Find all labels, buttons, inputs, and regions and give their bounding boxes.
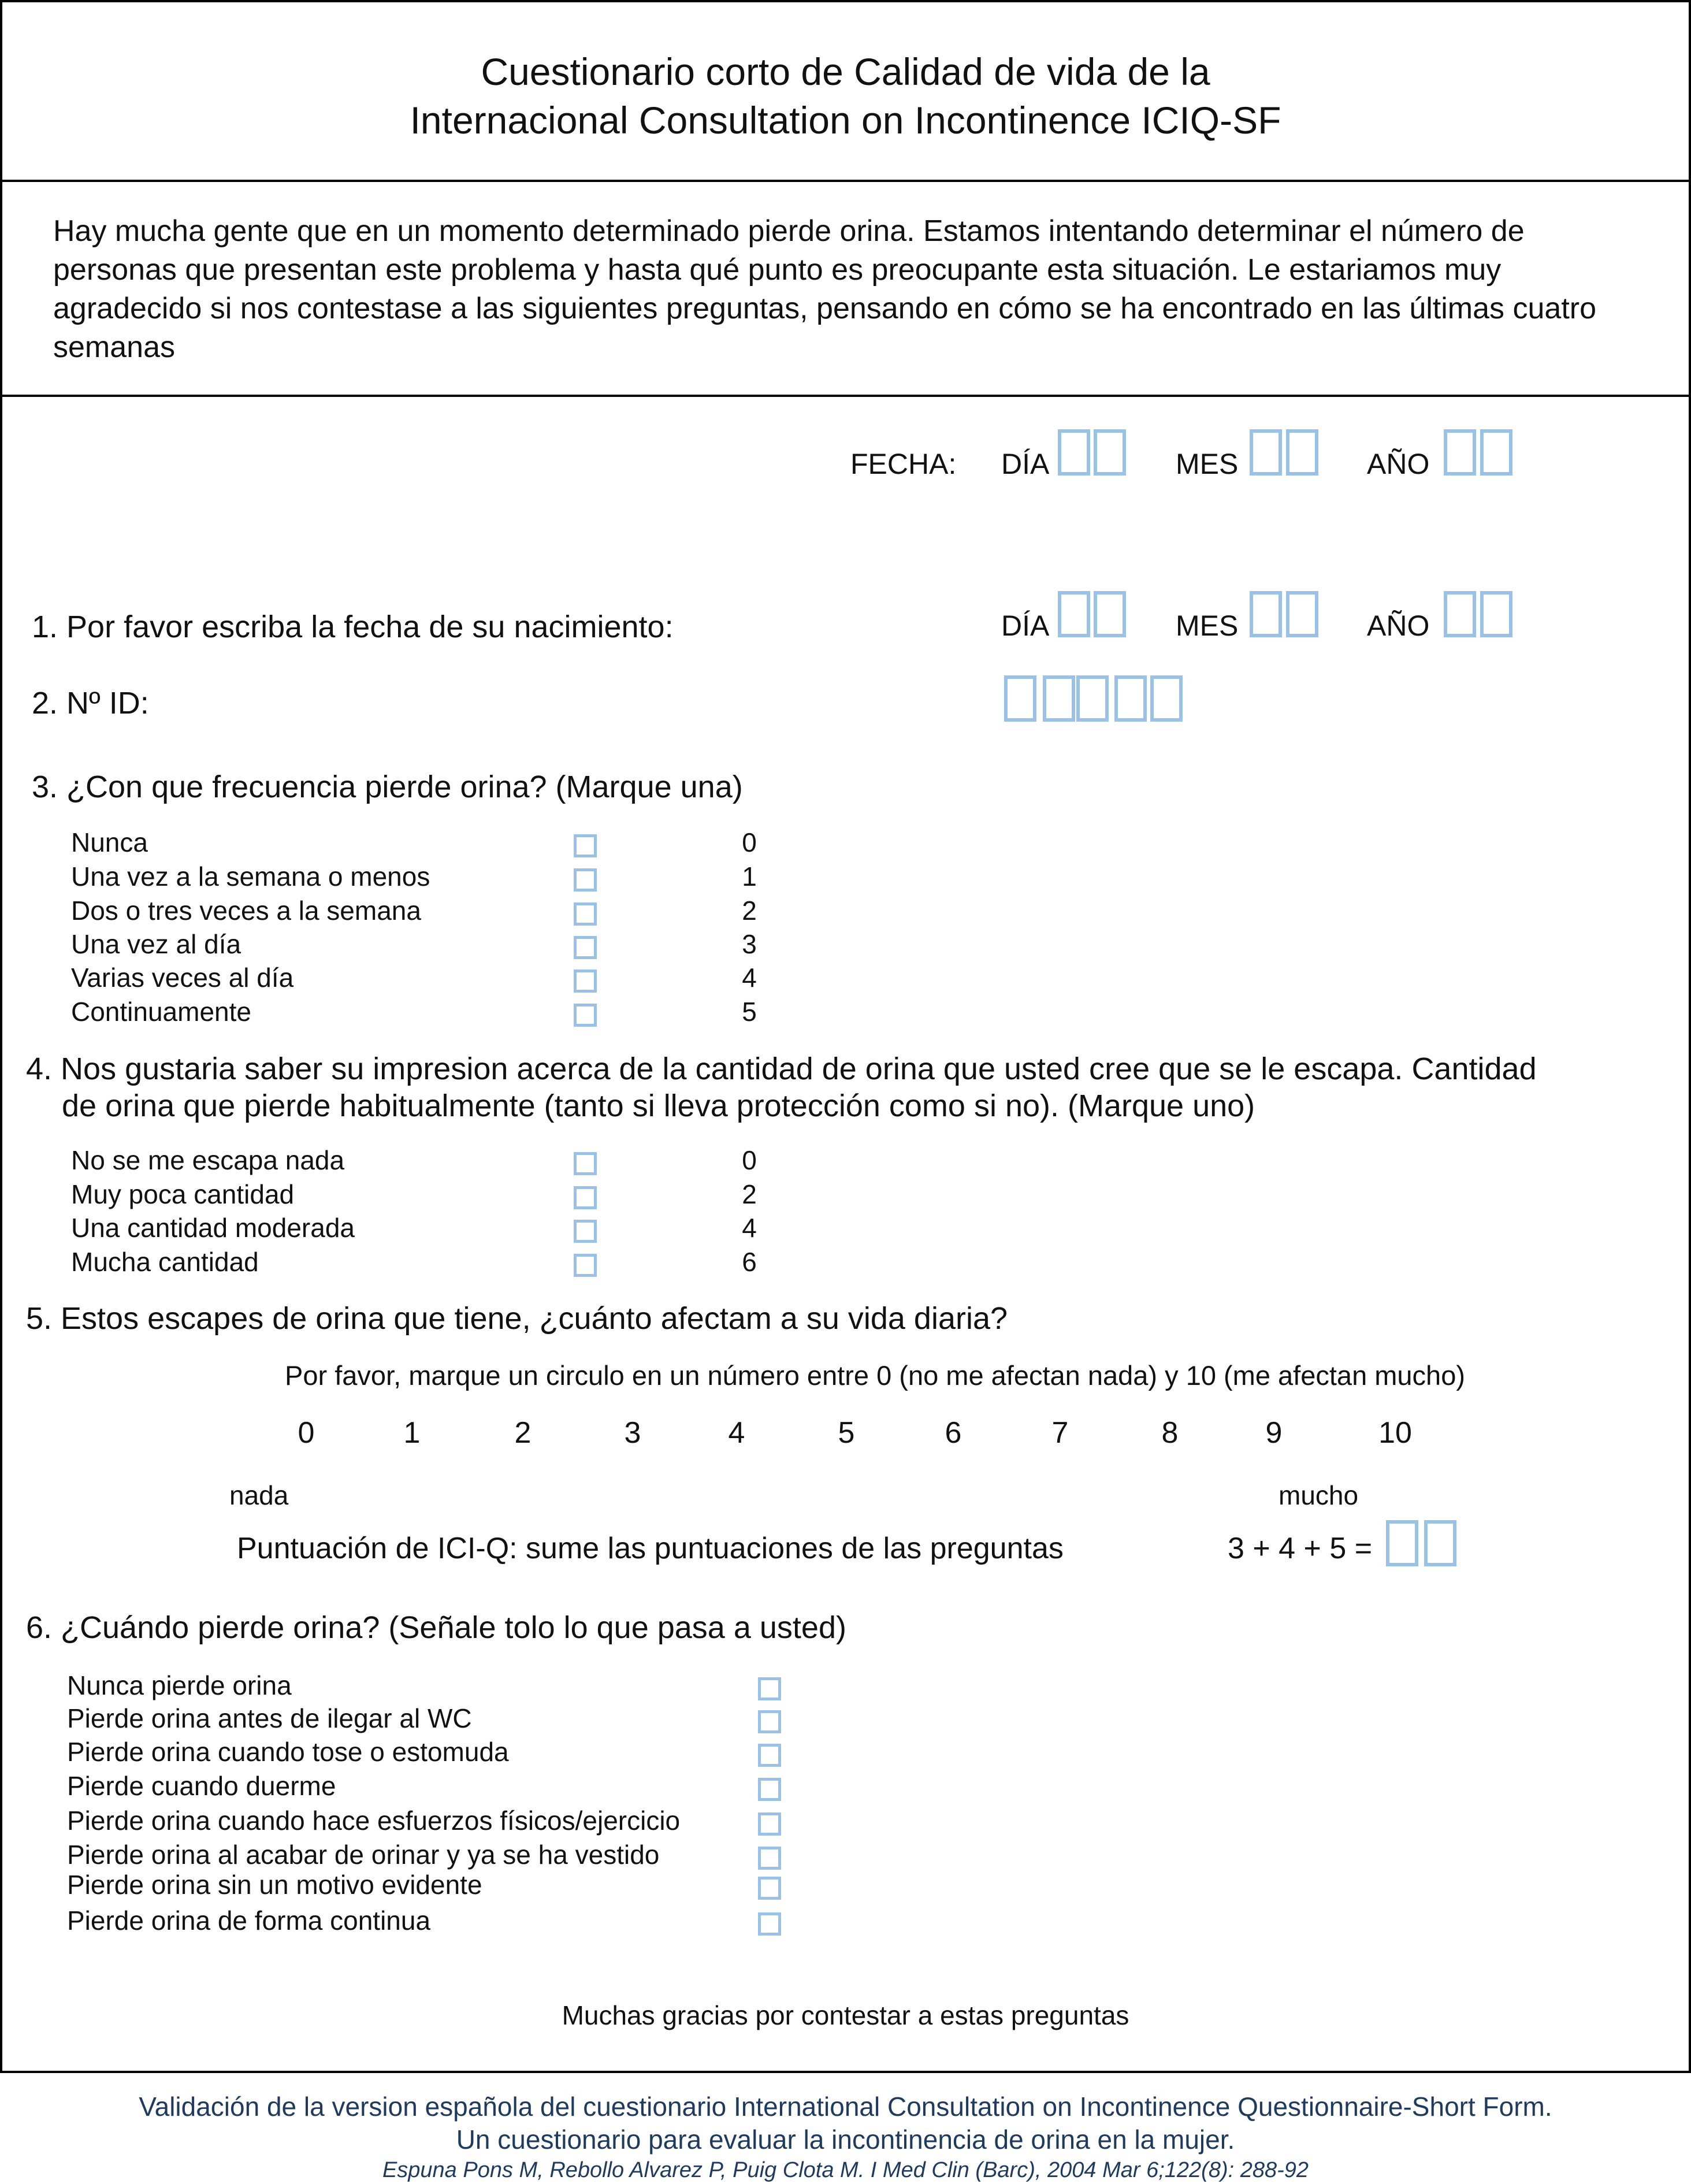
- id-box-4[interactable]: [1114, 675, 1147, 722]
- scale-number[interactable]: 8: [1161, 1416, 1179, 1450]
- id-box-1[interactable]: [1004, 675, 1036, 722]
- closing-text: Muchas gracias por contestar a estas preguntas: [562, 2000, 1129, 2030]
- situation-option-checkbox[interactable]: [758, 1710, 781, 1733]
- score-label: Puntuación de ICI-Q: sume las puntuaciones de las preguntas: [237, 1532, 1064, 1565]
- fecha-year-box-2[interactable]: [1480, 429, 1512, 476]
- footer-purpose-line: Un cuestionario para evaluar la incontinencia de orina en la mujer.: [456, 2124, 1235, 2155]
- id-box-3[interactable]: [1076, 675, 1109, 722]
- amount-option-score: 0: [742, 1145, 757, 1175]
- id-box-2[interactable]: [1043, 675, 1075, 722]
- amount-option-checkbox[interactable]: [574, 1220, 597, 1243]
- situation-option-checkbox[interactable]: [758, 1912, 781, 1936]
- situation-option-checkbox[interactable]: [758, 1677, 781, 1700]
- scale-number[interactable]: 3: [624, 1416, 641, 1450]
- score-box-2[interactable]: [1424, 1520, 1456, 1566]
- situation-option-label: Pierde orina al acabar de orinar y ya se ha vestido: [67, 1840, 660, 1870]
- situation-option-checkbox[interactable]: [758, 1778, 781, 1801]
- fecha-month-box-1[interactable]: [1250, 429, 1282, 476]
- fecha-label: FECHA:: [850, 448, 957, 480]
- question-4-text-line-1: 4. Nos gustaria saber su impresion acerca de la cantidad de orina que usted cree que se le escapa. Cantidad: [26, 1052, 1537, 1086]
- amount-option-score: 2: [742, 1179, 757, 1209]
- score-formula: 3 + 4 + 5 =: [1228, 1532, 1373, 1565]
- frequency-option-label: Varias veces al día: [71, 963, 294, 993]
- fecha-month-box-2[interactable]: [1286, 429, 1318, 476]
- title-line-1: Cuestionario corto de Calidad de vida de la: [481, 50, 1210, 93]
- frequency-option-score: 5: [742, 997, 757, 1027]
- amount-option-label: Una cantidad moderada: [71, 1213, 355, 1243]
- id-box-5[interactable]: [1150, 675, 1183, 722]
- situation-option-checkbox[interactable]: [758, 1847, 781, 1870]
- scale-low-label: nada: [229, 1480, 289, 1510]
- situation-option-label: Pierde orina cuando hace esfuerzos físicos/ejercicio: [67, 1806, 681, 1836]
- question-1-text: 1. Por favor escriba la fecha de su nacimiento:: [32, 610, 674, 644]
- amount-option-checkbox[interactable]: [574, 1186, 597, 1209]
- footer-citation: Espuna Pons M, Rebollo Alvarez P, Puig Clota M. I Med Clin (Barc), 2004 Mar 6;122(8): 288-92: [382, 2158, 1309, 2182]
- birth-day-box-1[interactable]: [1058, 591, 1090, 637]
- amount-option-score: 4: [742, 1213, 757, 1243]
- scale-number[interactable]: 7: [1051, 1416, 1069, 1450]
- frequency-option-checkbox[interactable]: [574, 868, 597, 892]
- birth-day-label: DÍA: [1001, 610, 1050, 642]
- frequency-option-score: 0: [742, 827, 757, 857]
- amount-option-checkbox[interactable]: [574, 1152, 597, 1175]
- birth-month-box-1[interactable]: [1250, 591, 1282, 637]
- frequency-option-label: Una vez a la semana o menos: [71, 861, 430, 892]
- birth-month-label: MES: [1176, 610, 1239, 642]
- fecha-day-label: DÍA: [1001, 448, 1050, 480]
- question-5-text: 5. Estos escapes de orina que tiene, ¿cuánto afectam a su vida diaria?: [26, 1301, 1008, 1336]
- title-line-2: Internacional Consultation on Incontinence ICIQ-SF: [410, 99, 1281, 142]
- amount-option-label: Muy poca cantidad: [71, 1179, 295, 1209]
- frequency-option-label: Nunca: [71, 827, 148, 857]
- amount-option-checkbox[interactable]: [574, 1254, 597, 1277]
- fecha-day-box-1[interactable]: [1058, 429, 1090, 476]
- amount-option-label: No se me escapa nada: [71, 1145, 345, 1175]
- situation-option-checkbox[interactable]: [758, 1744, 781, 1767]
- frequency-option-label: Una vez al día: [71, 929, 241, 959]
- situation-option-label: Pierde orina antes de ilegar al WC: [67, 1703, 472, 1733]
- question-3-text: 3. ¿Con que frecuencia pierde orina? (Marque una): [32, 770, 743, 804]
- frequency-option-score: 2: [742, 896, 757, 926]
- scale-number[interactable]: 9: [1265, 1416, 1283, 1450]
- scale-number[interactable]: 10: [1378, 1416, 1412, 1450]
- frequency-option-checkbox[interactable]: [574, 902, 597, 926]
- scale-number[interactable]: 1: [403, 1416, 421, 1450]
- frequency-option-score: 4: [742, 963, 757, 993]
- situation-option-label: Pierde cuando duerme: [67, 1771, 336, 1801]
- question-6-text: 6. ¿Cuándo pierde orina? (Señale tolo lo que pasa a usted): [26, 1610, 846, 1645]
- question-5-instruction: Por favor, marque un circulo en un número entre 0 (no me afectan nada) y 10 (me afectan mucho): [285, 1360, 1465, 1391]
- amount-option-score: 6: [742, 1247, 757, 1277]
- situation-option-label: Pierde orina sin un motivo evidente: [67, 1870, 482, 1900]
- footer-validation-line: Validación de la version española del cuestionario International Consultation on Incontinence Questionnaire-Short Form.: [139, 2092, 1552, 2122]
- fecha-month-label: MES: [1176, 448, 1239, 480]
- frequency-option-label: Dos o tres veces a la semana: [71, 896, 421, 926]
- header-divider: [0, 180, 1691, 182]
- fecha-day-box-2[interactable]: [1094, 429, 1126, 476]
- question-2-text: 2. Nº ID:: [32, 686, 149, 720]
- score-box-1[interactable]: [1386, 1520, 1418, 1566]
- birth-month-box-2[interactable]: [1286, 591, 1318, 637]
- situation-option-label: Pierde orina cuando tose o estomuda: [67, 1737, 509, 1767]
- situation-option-checkbox[interactable]: [758, 1812, 781, 1836]
- frequency-option-checkbox[interactable]: [574, 1004, 597, 1027]
- scale-number[interactable]: 2: [514, 1416, 532, 1450]
- fecha-year-label: AÑO: [1367, 448, 1430, 480]
- scale-number[interactable]: 0: [298, 1416, 315, 1450]
- frequency-option-checkbox[interactable]: [574, 970, 597, 993]
- birth-day-box-2[interactable]: [1094, 591, 1126, 637]
- frequency-option-checkbox[interactable]: [574, 834, 597, 857]
- scale-number[interactable]: 6: [945, 1416, 962, 1450]
- fecha-year-box-1[interactable]: [1444, 429, 1476, 476]
- intro-text: Hay mucha gente que en un momento determinado pierde orina. Estamos intentando determinar el número de personas que presentan este problema y hasta qué punto es preocupante esta situación. Le estariamos muy agradecido si nos contestase a las siguientes preguntas, pensando en cómo se ha encontrado en las últimas cuatro semanas: [53, 214, 1597, 364]
- frequency-option-score: 1: [742, 861, 757, 892]
- amount-option-label: Mucha cantidad: [71, 1247, 259, 1277]
- frequency-option-label: Continuamente: [71, 997, 251, 1027]
- situation-option-checkbox[interactable]: [758, 1877, 781, 1900]
- scale-high-label: mucho: [1279, 1480, 1359, 1510]
- situation-option-label: Nunca pierde orina: [67, 1670, 292, 1700]
- birth-year-label: AÑO: [1367, 610, 1430, 642]
- scale-number[interactable]: 5: [838, 1416, 855, 1450]
- situation-option-label: Pierde orina de forma continua: [67, 1906, 431, 1936]
- question-4-text-line-2: de orina que pierde habitualmente (tanto si lleva protección como si no). (Marque uno): [62, 1089, 1255, 1123]
- frequency-option-checkbox[interactable]: [574, 936, 597, 959]
- birth-year-box-1[interactable]: [1444, 591, 1476, 637]
- intro-divider: [0, 395, 1691, 397]
- frequency-option-score: 3: [742, 929, 757, 959]
- scale-number[interactable]: 4: [728, 1416, 745, 1450]
- birth-year-box-2[interactable]: [1480, 591, 1512, 637]
